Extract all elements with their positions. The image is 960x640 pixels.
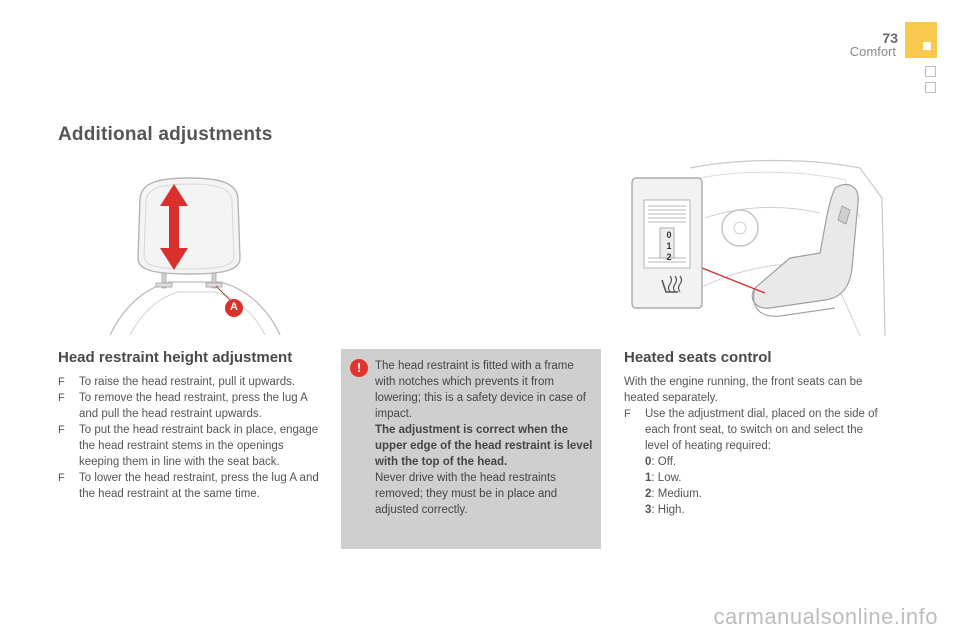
dial-label: 0	[666, 230, 672, 240]
step-text: To raise the head restraint, pull it upwards.	[79, 376, 296, 388]
heat-level-label: : Off.	[651, 456, 677, 468]
warning-text	[375, 358, 593, 518]
head-restraint-illustration	[100, 170, 290, 338]
bullet-icon: F	[58, 376, 65, 388]
heat-level-label: : High.	[651, 504, 685, 516]
heated-seats-title: Heated seats control	[624, 349, 772, 366]
head-restraint-title: Head restraint height adjustment	[58, 349, 293, 366]
heated-seats-body	[624, 374, 886, 518]
step-text: To remove the head restraint, press the lug A and pull the head restraint upwards.	[79, 392, 308, 420]
section-tab-marker	[905, 22, 937, 58]
heat-level-key: 2	[645, 488, 652, 500]
heat-level-label: : Low.	[651, 472, 682, 484]
heat-level-key: 0	[645, 456, 652, 468]
dial-scale	[663, 230, 675, 263]
warning-box	[341, 349, 601, 549]
bullet-icon: F	[58, 424, 65, 436]
bullet-icon: F	[58, 392, 65, 404]
page-title: Additional adjustments	[58, 124, 273, 145]
list-item	[624, 406, 886, 518]
bullet-icon: F	[58, 472, 65, 484]
watermark: carmanualsonline.info	[713, 604, 938, 629]
section-tab-box	[925, 82, 936, 93]
page-number: 73	[882, 30, 898, 46]
list-item	[58, 470, 320, 502]
dial-label: 2	[666, 252, 672, 262]
list-item	[58, 374, 320, 390]
heated-seats-intro: With the engine running, the front seats can be heated separately.	[624, 376, 863, 404]
section-tab-box	[925, 66, 936, 77]
head-restraint-steps	[58, 374, 320, 502]
bullet-icon: F	[624, 408, 631, 420]
heat-level-label: : Medium.	[651, 488, 702, 500]
section-label: Comfort	[849, 44, 896, 59]
step-text: To lower the head restraint, press the lug A and the head restraint at the same time.	[79, 472, 319, 500]
heat-level-key: 1	[645, 472, 652, 484]
heat-level-key: 3	[645, 504, 652, 516]
heat-level	[645, 486, 886, 502]
warning-emphasis: The adjustment is correct when the upper edge of the head restraint is level with the top of the head.	[375, 424, 593, 468]
heat-level	[645, 454, 886, 470]
list-item	[58, 390, 320, 422]
warning-paragraph: The head restraint is fitted with a frame with notches which prevents it from lowering; this is a safety device in case of impact.	[375, 360, 586, 420]
warning-icon: !	[350, 359, 368, 377]
step-text: To put the head restraint back in place, engage the head restraint stems in the openings keeping them in line with the seat back.	[79, 424, 319, 468]
heat-level	[645, 470, 886, 486]
step-text: Use the adjustment dial, placed on the side of each front seat, to switch on and select the level of heating required:	[645, 408, 878, 452]
heat-level	[645, 502, 886, 518]
dial-label: 1	[666, 241, 672, 251]
list-item	[58, 422, 320, 470]
lug-a-label: A	[230, 301, 238, 313]
warning-paragraph: Never drive with the head restraints removed; they must be in place and adjusted correctly.	[375, 472, 558, 516]
